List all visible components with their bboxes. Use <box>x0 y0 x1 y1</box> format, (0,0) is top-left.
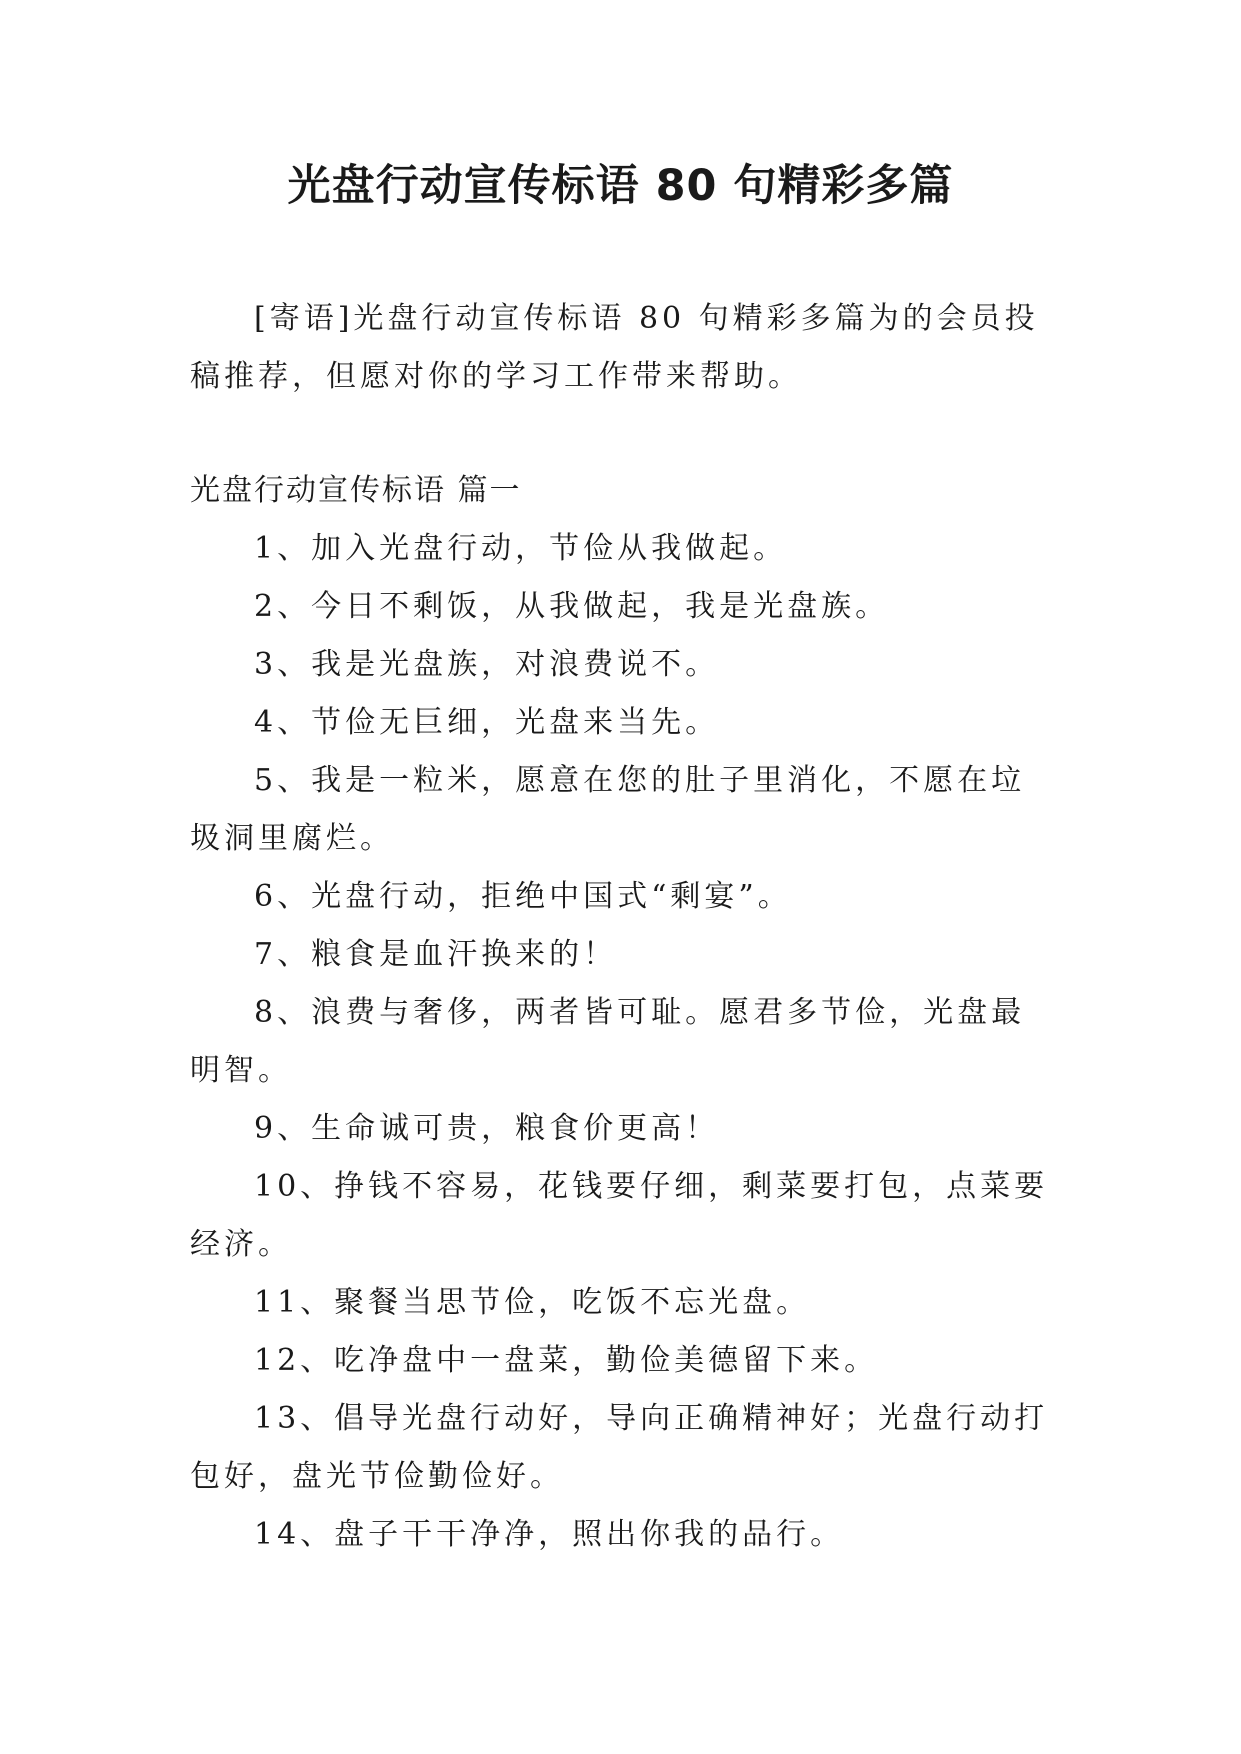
intro-paragraph: [寄语]光盘行动宣传标语 80 句精彩多篇为的会员投稿推荐，但愿对你的学习工作带来帮助。 <box>190 301 1039 394</box>
list-item: 13、倡导光盘行动好，导向正确精神好；光盘行动打包好，盘光节俭勤俭好。 <box>190 1401 1049 1494</box>
list-item: 3、我是光盘族，对浪费说不。 <box>254 647 720 682</box>
list-item: 2、今日不剩饭，从我做起，我是光盘族。 <box>254 589 890 624</box>
list-item: 9、生命诚可贵，粮食价更高！ <box>254 1111 720 1146</box>
document-title: 光盘行动宣传标语 80 句精彩多篇 <box>287 161 954 211</box>
list-item: 1、加入光盘行动，节俭从我做起。 <box>254 531 788 566</box>
list-item: 12、吃净盘中一盘菜，勤俭美德留下来。 <box>254 1343 879 1378</box>
list-item: 5、我是一粒米，愿意在您的肚子里消化，不愿在垃圾洞里腐烂。 <box>190 763 1026 856</box>
document-body <box>190 290 1058 1564</box>
list-item: 8、浪费与奢侈，两者皆可耻。愿君多节俭，光盘最明智。 <box>190 995 1026 1088</box>
list-item: 7、粮食是血汗换来的！ <box>254 937 618 972</box>
list-item: 4、节俭无巨细，光盘来当先。 <box>254 705 720 740</box>
list-item: 10、挣钱不容易，花钱要仔细，剩菜要打包，点菜要经济。 <box>190 1169 1049 1262</box>
section-heading: 光盘行动宣传标语 篇一 <box>190 473 522 508</box>
list-item: 6、光盘行动，拒绝中国式“剩宴”。 <box>254 879 792 914</box>
list-item: 11、聚餐当思节俭，吃饭不忘光盘。 <box>254 1285 811 1320</box>
list-item: 14、盘子干干净净，照出你我的品行。 <box>254 1517 845 1552</box>
